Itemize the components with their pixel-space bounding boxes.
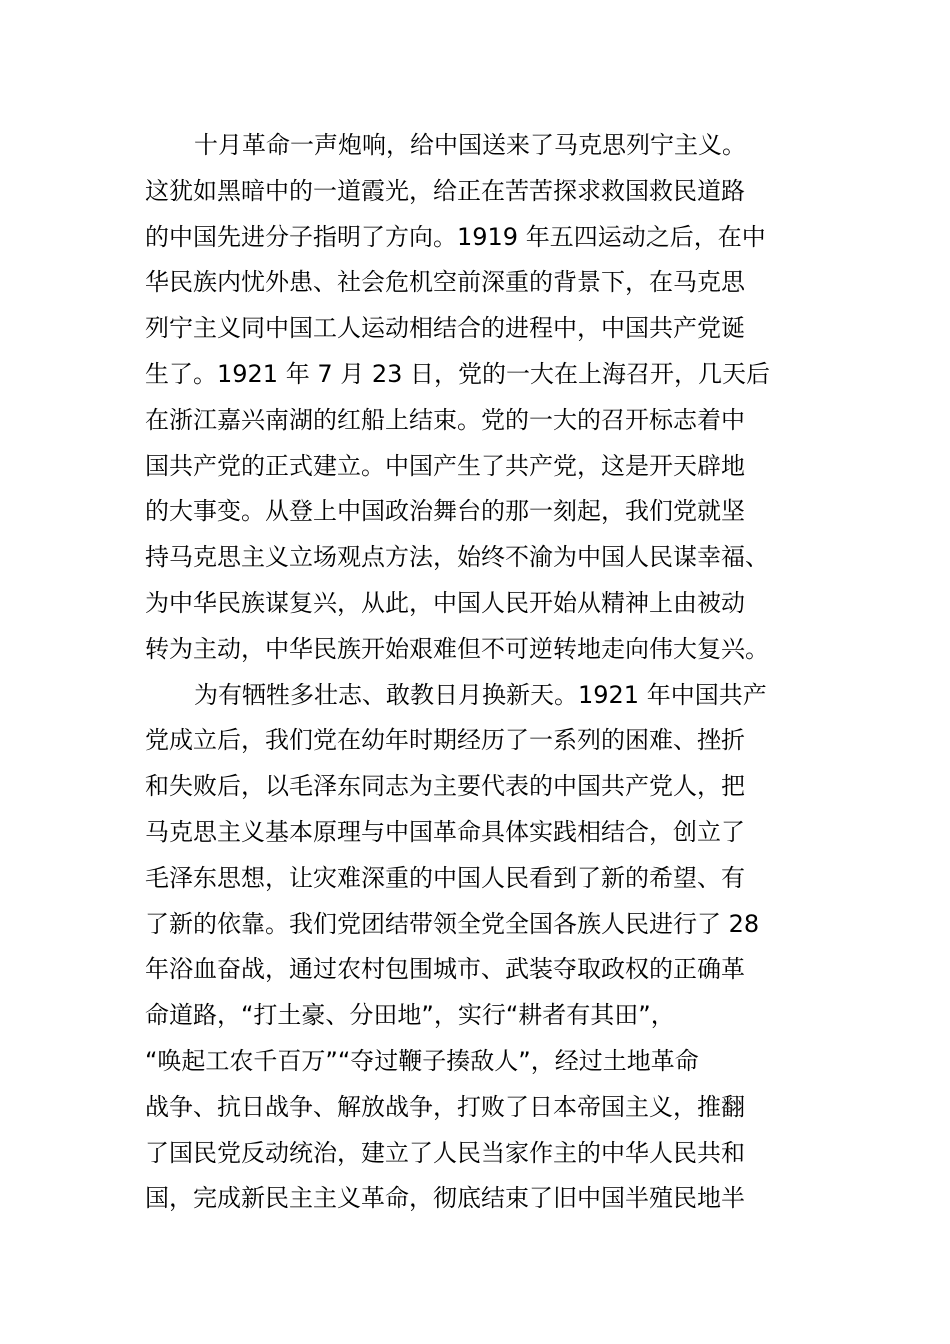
- paragraph-1-line-10: 持马克思主义立场观点方法，始终不渝为中国人民谋幸福、: [145, 543, 769, 572]
- paragraph-2-line-11: 了国民党反动统治，建立了人民当家作主的中华人民共和: [145, 1138, 745, 1167]
- paragraph-1-line-9: 的大事变。从登上中国政治舞台的那一刻起，我们党就坚: [145, 497, 745, 526]
- body-text: [145, 123, 810, 1222]
- paragraph-1-line-5: 列宁主义同中国工人运动相结合的进程中，中国共产党诞: [145, 314, 745, 343]
- paragraph-2-line-9: “唤起工农千百万”“夺过鞭子揍敌人”，经过土地革命: [145, 1046, 699, 1075]
- paragraph-2-line-7: 年浴血奋战，通过农村包围城市、武装夺取政权的正确革: [145, 955, 745, 984]
- paragraph-1-line-12: 转为主动，中华民族开始艰难但不可逆转地走向伟大复兴。: [145, 634, 769, 663]
- paragraph-1-line-4: 华民族内忧外患、社会危机空前深重的背景下，在马克思: [145, 268, 745, 297]
- paragraph-1-line-6: 生了。1921 年 7 月 23 日，党的一大在上海召开，几天后: [145, 359, 771, 388]
- paragraph-1-line-1: 十月革命一声炮响，给中国送来了马克思列宁主义。: [194, 131, 746, 159]
- paragraph-1-line-3: 的中国先进分子指明了方向。1919 年五四运动之后，在中: [145, 222, 766, 251]
- paragraph-2-line-5: 毛泽东思想，让灾难深重的中国人民看到了新的希望、有: [145, 863, 745, 892]
- paragraph-2-line-4: 马克思主义基本原理与中国革命具体实践相结合，创立了: [145, 817, 745, 846]
- paragraph-2-line-6: 了新的依靠。我们党团结带领全党全国各族人民进行了 28: [145, 909, 760, 938]
- paragraph-1-line-7: 在浙江嘉兴南湖的红船上结束。党的一大的召开标志着中: [145, 405, 745, 434]
- paragraph-1-line-11: 为中华民族谋复兴，从此，中国人民开始从精神上由被动: [145, 588, 745, 617]
- paragraph-2-line-10: 战争、抗日战争、解放战争，打败了日本帝国主义，推翻: [145, 1092, 745, 1121]
- paragraph-1-line-8: 国共产党的正式建立。中国产生了共产党，这是开天辟地: [145, 451, 745, 480]
- paragraph-2-line-3: 和失败后，以毛泽东同志为主要代表的中国共产党人，把: [145, 772, 745, 801]
- paragraph-2-line-12: 国，完成新民主主义革命，彻底结束了旧中国半殖民地半: [145, 1184, 745, 1213]
- paragraph-2-line-2: 党成立后，我们党在幼年时期经历了一系列的困难、挫折: [145, 726, 745, 755]
- paragraph-2-line-1: 为有牺牲多壮志、敢教日月换新天。1921 年中国共产: [194, 680, 767, 709]
- paragraph-2-line-8: 命道路，“打土豪、分田地”，实行“耕者有其田”，: [145, 1001, 675, 1030]
- paragraph-1-line-2: 这犹如黑暗中的一道霞光，给正在苦苦探求救国救民道路: [145, 176, 745, 205]
